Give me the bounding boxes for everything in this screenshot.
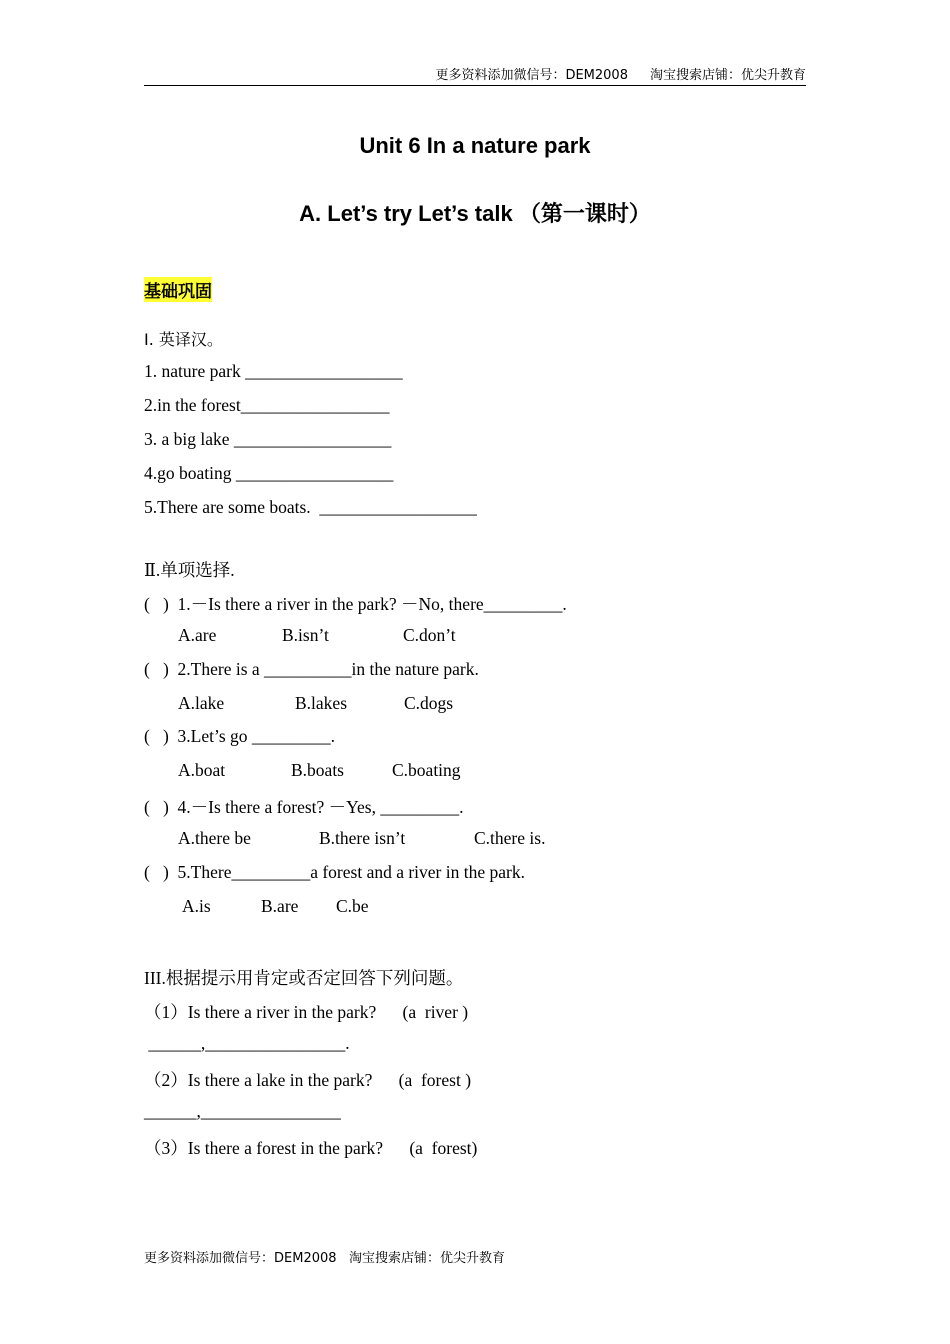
q3-option-c: C.boating: [392, 760, 461, 780]
part3-question-3: （3）Is there a forest in the park? (a forest): [144, 1138, 478, 1158]
unit-title: Unit 6 In a nature park: [359, 133, 591, 158]
part2-heading: Ⅱ.单项选择.: [144, 560, 235, 580]
q4-option-b: B.there isn’t: [319, 828, 406, 848]
footer-wechat: 更多资料添加微信号：DEM2008: [144, 1251, 337, 1266]
q2-option-b: B.lakes: [295, 693, 348, 713]
header-wechat: 更多资料添加微信号：DEM2008: [435, 68, 628, 83]
question-4: ( ) 4.－Is there a forest? －Yes, _________.: [144, 797, 464, 817]
q1-option-b: B.isn’t: [282, 625, 329, 645]
question-5: ( ) 5.There_________a forest and a river in the park.: [144, 862, 525, 882]
part1-item-2: 2.in the forest_________________: [144, 395, 390, 415]
question-1: ( ) 1.－Is there a river in the park? －No, there_________.: [144, 594, 567, 614]
header-shop: 淘宝搜索店铺：优尖升教育: [649, 68, 806, 83]
q5-option-a: A.is: [182, 896, 211, 916]
footer-shop: 淘宝搜索店铺：优尖升教育: [348, 1251, 505, 1266]
part1-item-4: 4.go boating __________________: [144, 463, 394, 483]
q4-option-a: A.there be: [178, 828, 251, 848]
part3-heading: III.根据提示用肯定或否定回答下列问题。: [144, 968, 464, 988]
question-2: ( ) 2.There is a __________in the nature park.: [144, 659, 479, 679]
section-tag: 基础巩固: [144, 277, 212, 302]
q1-option-c: C.don’t: [403, 625, 456, 645]
q5-option-c: C.be: [336, 896, 369, 916]
part3-answer-line-2: ______,________________: [144, 1101, 341, 1121]
question-3: ( ) 3.Let’s go _________.: [144, 726, 336, 746]
page-header: [144, 64, 806, 86]
part1-heading: Ⅰ. 英译汉。: [144, 330, 223, 349]
q3-option-a: A.boat: [178, 760, 226, 780]
part1-item-3: 3. a big lake __________________: [144, 429, 392, 449]
q1-option-a: A.are: [178, 625, 217, 645]
part3-question-2: （2）Is there a lake in the park? (a forest ): [144, 1070, 472, 1090]
q2-option-a: A.lake: [178, 693, 225, 713]
q5-option-b: B.are: [261, 896, 299, 916]
q2-option-c: C.dogs: [404, 693, 454, 713]
q4-option-c: C.there is.: [474, 828, 546, 848]
lesson-title: A. Let’s try Let’s talk （第一课时）: [299, 201, 651, 226]
q3-option-b: B.boats: [291, 760, 344, 780]
part3-question-1: （1）Is there a river in the park? (a river ): [144, 1002, 469, 1022]
part1-item-1: 1. nature park __________________: [144, 361, 403, 381]
part3-answer-line-1: ______,________________.: [144, 1033, 350, 1053]
part1-item-5: 5.There are some boats. __________________: [144, 497, 477, 517]
page-footer: [144, 1247, 505, 1266]
